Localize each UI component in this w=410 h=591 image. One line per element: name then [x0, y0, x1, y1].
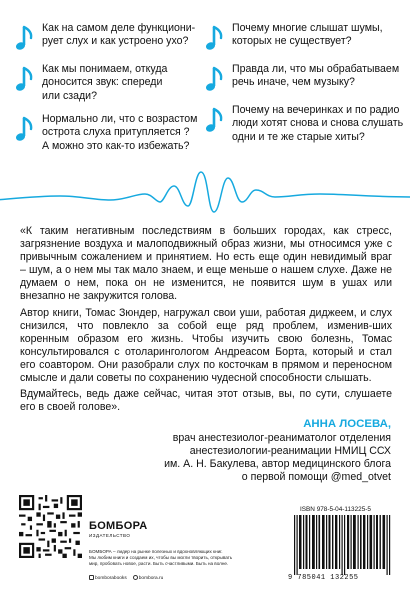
- music-note-icon: [15, 24, 37, 54]
- question-1: [15, 22, 195, 54]
- question-text: Правда ли, что мы обрабатываем речь иначе, чем музыку?: [232, 63, 400, 89]
- publisher-logo: [89, 520, 148, 538]
- publisher-subtitle: ИЗДАТЕЛЬСТВО: [89, 533, 131, 538]
- music-note-icon: [205, 65, 227, 95]
- music-note-icon: [15, 65, 37, 95]
- isbn-text: ISBN 978-5-04-113225-5: [300, 506, 371, 513]
- question-2: [15, 63, 167, 103]
- sound-wave-line: [0, 150, 410, 220]
- quote-paragraph-1: «К таким негативным последствиям в больших городах, как стресс, загрязнение воздуха и малоподвижный образ жизни, мы относимся уже с привычным сожалением и принятием. Но есть еще один невидимый враг – шум, а о нем мы так мало знаем, и еще меньше о нашем слухе. Даже не думаем о нем, пока он не изменится, не появится шум в ушах или внезапно не закружится голова.: [20, 225, 392, 303]
- quote-paragraph-2: Автор книги, Томас Зюндер, нагружал свои уши, работая диджеем, и слух снизился, что повлекло за собой еще ряд проблем, изменив-ших коренным образом его жизнь. Чтобы изучить свою болезнь, Томас консультировался с отоларингологом Андреасом Борта, который и стал его соавтором. Они разобрали слух по косточкам в прямом и переносном смысле и дали советы по сохранению чудесной способности слышать.: [20, 306, 392, 385]
- question-text: Почему многие слышат шумы, которых не существует?: [232, 22, 383, 48]
- question-text: Нормально ли, что с возрастом острота слуха притупляется ? А можно это как-то избежать?: [42, 113, 198, 152]
- website-link[interactable]: bombora.ru: [133, 575, 164, 581]
- question-text: Почему на вечеринках и по радио люди хотят снова и снова слушать одни и те же старые хиты?: [232, 104, 404, 143]
- barcode-number: 9 785041 132255: [288, 574, 359, 582]
- question-4: [205, 22, 383, 54]
- author-description: врач анестезиолог-реаниматолог отделения анестезиологии-реанимации НМИЦ ССХ им. А. Н. Бакулева, автор медицинского блога о первой помощи @med_otvet: [164, 432, 391, 484]
- publisher-links: [89, 575, 163, 581]
- question-3: [15, 113, 197, 153]
- barcode: [292, 515, 394, 575]
- review-quote: [20, 225, 392, 417]
- music-note-icon: [205, 106, 227, 136]
- social-link[interactable]: bomborabooks: [89, 575, 127, 581]
- question-text: Как на самом деле функциони- рует слух и как устроено ухо?: [42, 22, 196, 48]
- author-name: АННА ЛОСЕВА,: [303, 418, 391, 430]
- question-6: [205, 104, 403, 144]
- qr-code[interactable]: [19, 495, 82, 558]
- social-icon: [89, 575, 94, 580]
- quote-paragraph-3: Вдумайтесь, ведь даже сейчас, читая этот отзыв, вы, по сути, слушаете его в своей голове».: [20, 388, 392, 414]
- music-note-icon: [15, 115, 37, 145]
- publisher-blurb: БОМБОРА – лидер на рынке полезных и вдохновляющих книг. Мы любим книги и создаем их, чтобы вы могли творить, открывать мир, пробовать новое, расти. Быть счастливыми. Быть на волне.: [89, 549, 233, 566]
- question-5: [205, 63, 399, 95]
- publisher-name: БОМБОРА: [89, 520, 148, 532]
- review-author: [101, 418, 391, 484]
- music-note-icon: [205, 24, 227, 54]
- globe-icon: [133, 575, 138, 580]
- question-text: Как мы понимаем, откуда доносится звук: спереди или сзади?: [42, 63, 168, 102]
